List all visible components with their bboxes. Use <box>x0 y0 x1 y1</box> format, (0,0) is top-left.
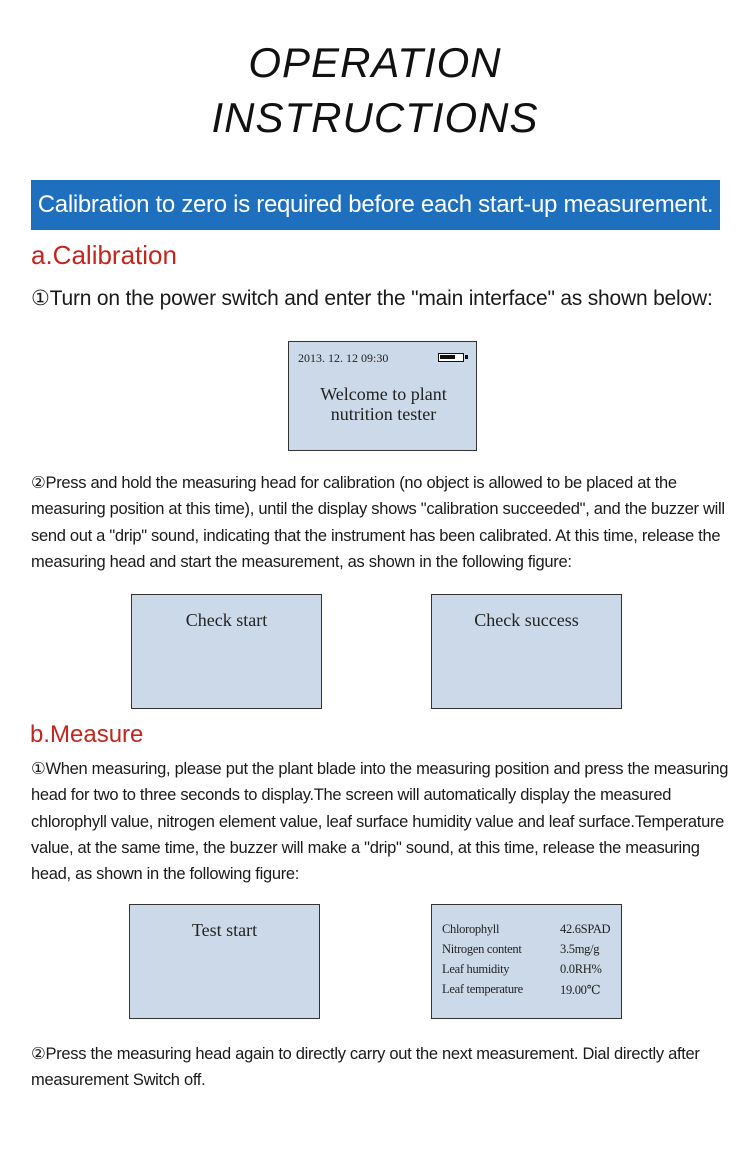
welcome-message <box>289 384 478 424</box>
page-title-line1: OPERATION <box>248 39 502 86</box>
measurement-results-screen <box>431 904 622 1019</box>
result-value: 19.00℃ <box>560 983 601 997</box>
main-interface-screen <box>288 341 477 451</box>
measure-step1-text: ①When measuring, please put the plant blade into the measuring position and press the measuring head for two to three seconds to display.The screen will automatically display the measured chlorophyll value, nitrogen element value, leaf surface humidity value and leaf surface.Temperature value, at the same time, the buzzer will make a "drip" sound, at this time, release the measuring head, as shown in the following figure: <box>31 760 729 884</box>
result-label: Leaf temperature <box>442 982 523 996</box>
calibration-notice-banner <box>31 180 720 230</box>
test-start-label: Test start <box>191 920 258 940</box>
check-start-screen <box>131 594 322 709</box>
welcome-line1: Welcome to plant <box>320 384 447 404</box>
result-label: Nitrogen content <box>442 942 522 956</box>
result-label: Chlorophyll <box>442 922 500 936</box>
screen-datetime: 2013. 12. 12 09:30 <box>298 351 389 365</box>
check-success-label: Check success <box>474 610 579 630</box>
result-value: 3.5mg/g <box>560 942 600 956</box>
calibration-heading: a.Calibration <box>31 240 177 270</box>
measure-step2-text: ②Press the measuring head again to directly carry out the next measurement. Dial directly after measurement Switch off. <box>31 1045 700 1090</box>
test-start-screen <box>129 904 320 1019</box>
result-label: Leaf humidity <box>442 962 510 976</box>
calibration-step1-text: ①Turn on the power switch and enter the "main interface" as shown below: <box>31 287 713 310</box>
result-value: 0.0RH% <box>560 962 602 976</box>
battery-icon <box>438 353 464 362</box>
result-value: 42.6SPAD <box>560 922 611 936</box>
page-title-line2: INSTRUCTIONS <box>211 94 539 141</box>
measure-heading: b.Measure <box>30 721 144 748</box>
banner-text: Calibration to zero is required before each start-up measurement. <box>37 191 714 218</box>
check-success-screen <box>431 594 622 709</box>
welcome-line2: nutrition tester <box>330 404 437 424</box>
calibration-step2-text: ②Press and hold the measuring head for calibration (no object is allowed to be placed at the measuring position at this time), until the display shows "calibration succeeded", and the buzzer will send out a "drip" sound, indicating that the instrument has been calibrated. At this time, release the measuring head and start the measurement, as shown in the following figure: <box>31 474 725 571</box>
check-start-label: Check start <box>185 610 268 630</box>
